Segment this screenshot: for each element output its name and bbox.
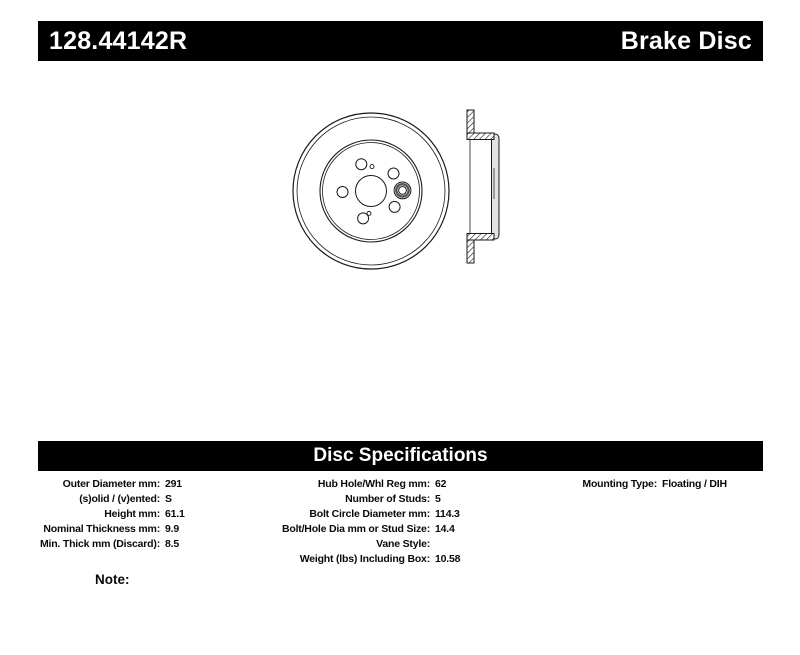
spec-value: 62: [435, 477, 447, 490]
spec-row: [38, 491, 185, 506]
spec-value: Floating / DIH: [662, 477, 727, 490]
spec-label: Bolt Circle Diameter mm:: [309, 507, 430, 520]
spec-row: [38, 476, 185, 491]
spec-value: 9.9: [165, 522, 179, 535]
spec-label: Number of Studs:: [345, 492, 430, 505]
brake-disc-front-view: [293, 113, 449, 269]
spec-section-title: Disc Specifications: [313, 445, 488, 466]
spec-value: 114.3: [435, 507, 460, 520]
spec-label: Nominal Thickness mm:: [43, 522, 160, 535]
spec-row: [505, 476, 727, 491]
note-label: Note:: [95, 572, 130, 587]
header-bar: [38, 21, 763, 61]
spec-value: 61.1: [165, 507, 185, 520]
spec-value: 14.4: [435, 522, 455, 535]
spec-value: 10.58: [435, 552, 461, 565]
spec-section-bar: [38, 441, 763, 471]
spec-column-right: [505, 476, 727, 491]
ringed-hole: [394, 182, 411, 199]
spec-label: Vane Style:: [376, 537, 430, 550]
spec-row: [280, 551, 460, 566]
spec-row: [38, 506, 185, 521]
technical-drawing: [280, 95, 530, 280]
spec-label: Min. Thick mm (Discard):: [39, 537, 160, 550]
spec-label: Weight (lbs) Including Box:: [299, 552, 430, 565]
spec-column-left: [38, 476, 185, 551]
spec-value: 291: [165, 477, 182, 490]
spec-label: (s)olid / (v)ented:: [79, 492, 160, 505]
spec-label: Outer Diameter mm:: [62, 477, 160, 490]
spec-row: [38, 521, 185, 536]
spec-row: [280, 521, 460, 536]
spec-row: [38, 536, 185, 551]
spec-label: Bolt/Hole Dia mm or Stud Size:: [281, 522, 430, 535]
spec-value: 5: [435, 492, 441, 505]
spec-label: Mounting Type:: [582, 477, 657, 490]
spec-label: Height mm:: [104, 507, 160, 520]
product-type: Brake Disc: [620, 26, 752, 55]
part-number: 128.44142R: [49, 26, 188, 55]
spec-value: S: [165, 492, 172, 505]
brake-disc-side-view: [467, 110, 499, 263]
spec-row: [280, 506, 460, 521]
spec-column-middle: [280, 476, 460, 566]
spec-label: Hub Hole/Whl Reg mm:: [317, 477, 430, 490]
spec-row: [280, 476, 460, 491]
brake-disc-drawing: [280, 95, 530, 280]
spec-row: [280, 536, 460, 551]
spec-row: [280, 491, 460, 506]
spec-value: 8.5: [165, 537, 179, 550]
